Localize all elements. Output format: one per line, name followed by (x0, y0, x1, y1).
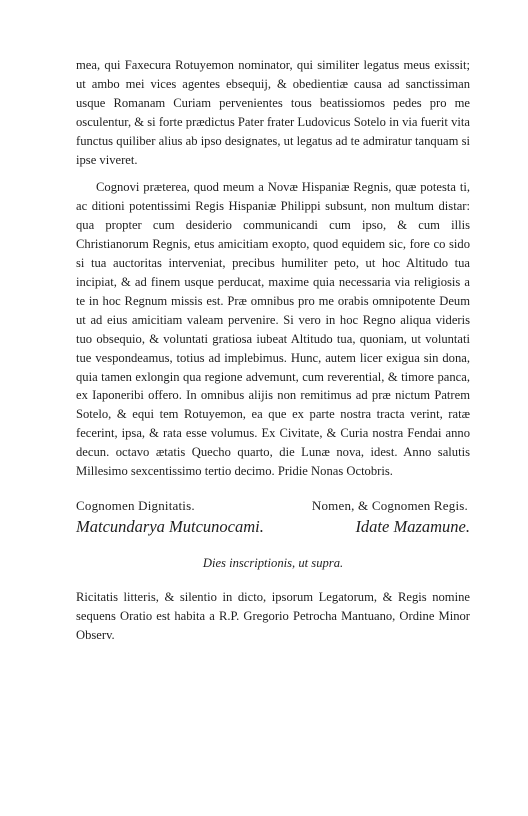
label-king-name: Nomen, & Cognomen Regis. (311, 497, 468, 513)
paragraph-2: Cognovi præterea, quod meum a Novæ Hispaniæ Regnis, quæ potesta ti, ac ditioni potentissimi Regis Hispaniæ Philippi subsunt, non multum distar: qua propter cum desiderio communicandi cum ipso, & cum illis Christianorum Regnis, etus amicitiam exopto, quod equidem sic, fore co sido si tua auctoritas interveniat, precibus humiliter peto, ut hoc Altitudo tua incipiat, & ad finem usque perducat, maxime quia necessaria via religiosis a te in hoc Regnum missis est. Præ omnibus pro me orabis omnipotente Deum ut ad eius amicitiam valeam pervenire. Si vero in hoc Regno aliqua videris tuo obsequio, & voluntati gratiosa iubeat Altitudo tua, quoniam, ut voluntati tue vespondeamus, totius ad implebimus. Hunc, autem licer exigua sin dona, quia tamen exlongin qua regione advemunt, cum reverential, & timore panca, ex Iaponeribi offero. In omnibus alijis non remitimus ad præ nictum Patrem Sotelo, & equi tem Rotuyemon, ea que ex parte nostra tracta verint, ratæ fecerint, ipsa, & rata esse volumus. Ex Civitate, & Curia nostra Fendai anno decun. octavo ætatis Quecho quarto, die Lunæ nova, idest. Anno salutis Millesimo sexcentissimo tertio decimo. Pridie Nonas Octobris. (76, 180, 470, 479)
dies-inscriptionis-line: Dies inscriptionis, ut supra. (202, 555, 344, 570)
paragraph-1: mea, qui Faxecura Rotuyemon nominator, qui similiter legatus meus exissit; ut ambo mei vices agentes ebsequij, & obedientiæ causa ad sanctissiman usque Romanam Curiam pervenientes tous beatissiomos pedes pro me osculentur, & si forte prædictus Pater frater Ludovicus Sotelo in via fuerit vita functus quiliber alius ab ipso designates, ut legatus ad te admiratur tanquam si ipse viveret. (76, 58, 470, 167)
label-dignity: Cognomen Dignitatis. (76, 497, 195, 513)
signature-names (76, 516, 470, 538)
paragraph-3: Ricitatis litteris, & silentio in dicto, ipsorum Legatorum, & Regis nomine sequens Oratio est habita a R.P. Gregorio Petrocha Mantuano, Ordine Minor Observ. (76, 589, 470, 642)
page-body (76, 56, 470, 645)
signature-name-right: Idate Mazamune. (355, 516, 470, 536)
signature-labels (76, 497, 470, 515)
signature-name-left: Matcundarya Mutcunocami. (76, 516, 264, 536)
